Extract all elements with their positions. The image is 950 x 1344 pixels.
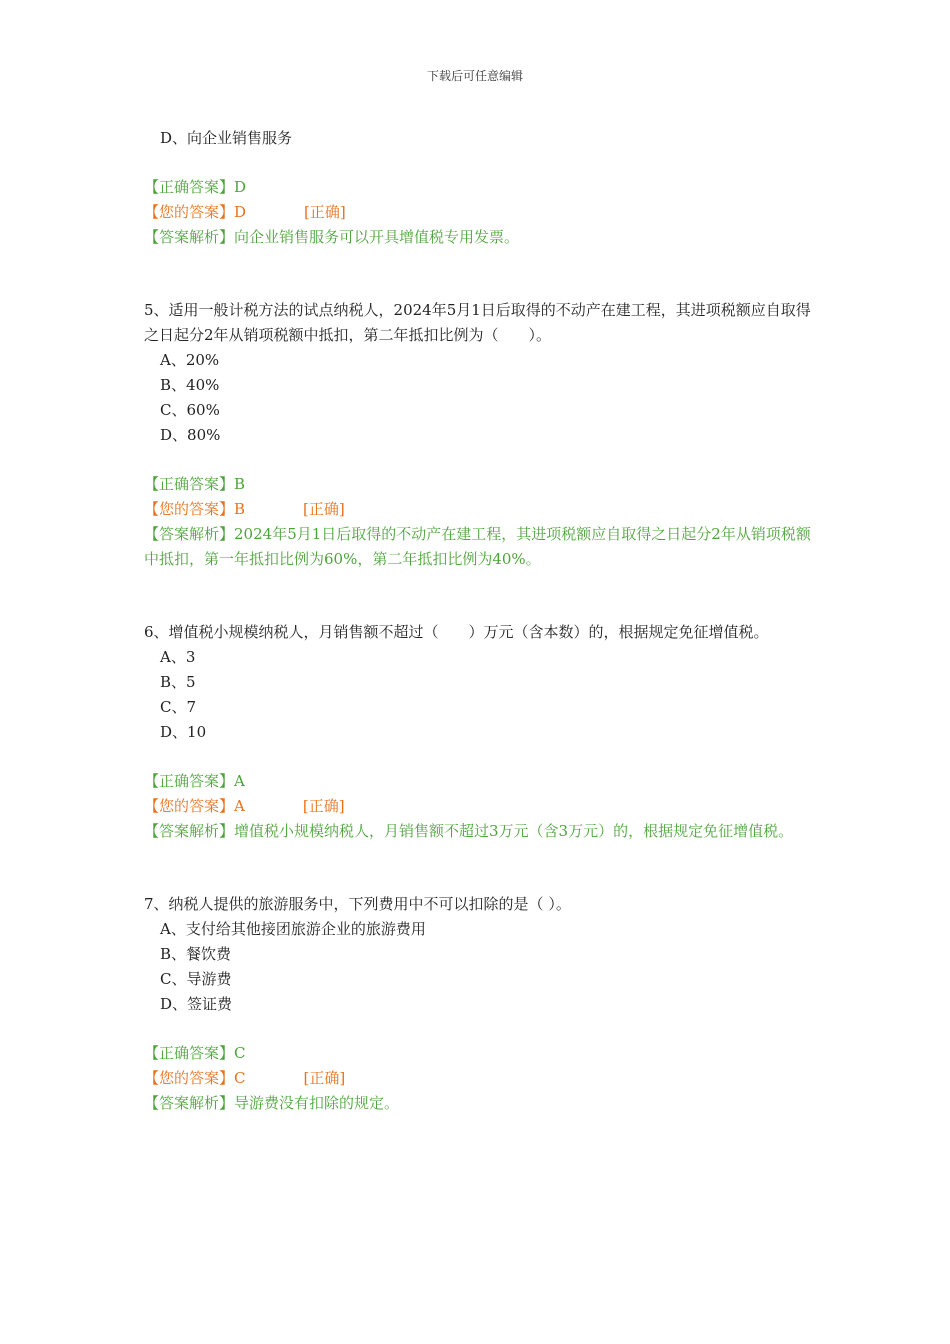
correct-answer: 【正确答案】D — [144, 178, 247, 196]
correct-mark: [正确] — [303, 500, 345, 518]
correct-mark: [正确] — [304, 203, 346, 221]
question-text: 7、纳税人提供的旅游服务中，下列费用中不可以扣除的是（ ）。 — [144, 895, 571, 913]
option-d: D、向企业销售服务 — [160, 129, 293, 147]
your-answer: 【您的答案】D [正确] — [144, 200, 814, 225]
question-block — [144, 892, 814, 1116]
correct-mark: [正确] — [302, 797, 345, 815]
option-b: B、40% — [160, 376, 220, 394]
option-b: B、5 — [160, 673, 196, 691]
option-a: A、支付给其他接团旅游企业的旅游费用 — [160, 920, 426, 938]
option-c: C、导游费 — [160, 970, 232, 988]
answer-analysis: 【答案解析】向企业销售服务可以开具增值税专用发票。 — [144, 228, 520, 246]
your-answer: 【您的答案】A [正确] — [144, 794, 814, 819]
option-d: D、80% — [160, 426, 221, 444]
question-block — [144, 620, 814, 844]
header-note: 下载后可任意编辑 — [426, 69, 523, 83]
your-answer: 【您的答案】C [正确] — [144, 1066, 814, 1091]
your-answer: 【您的答案】B [正确] — [144, 497, 814, 522]
option-c: C、60% — [160, 401, 220, 419]
option-a: A、3 — [160, 648, 196, 666]
option-c: C、7 — [160, 698, 197, 716]
correct-answer: 【正确答案】B — [144, 475, 246, 493]
question-text: 6、增值税小规模纳税人，月销售额不超过（ ）万元（含本数）的，根据规定免征增值税。 — [144, 623, 769, 641]
answer-analysis: 【答案解析】增值税小规模纳税人，月销售额不超过3万元（含3万元）的，根据规定免征增值税。 — [144, 822, 794, 840]
answer-analysis: 【答案解析】导游费没有扣除的规定。 — [144, 1094, 400, 1112]
question-text: 5、适用一般计税方法的试点纳税人，2024年5月1日后取得的不动产在建工程，其进项税额应自取得之日起分2年从销项税额中抵扣，第二年抵扣比例为（ ）。 — [144, 301, 811, 344]
correct-answer: 【正确答案】A — [144, 772, 245, 790]
answer-analysis: 【答案解析】2024年5月1日后取得的不动产在建工程，其进项税额应自取得之日起分2年从销项税额中抵扣，第一年抵扣比例为60%，第二年抵扣比例为40%。 — [144, 525, 811, 568]
question-block — [144, 298, 814, 572]
option-d: D、签证费 — [160, 995, 233, 1013]
option-a: A、20% — [160, 351, 220, 369]
question-block — [144, 126, 814, 250]
correct-answer: 【正确答案】C — [144, 1044, 246, 1062]
option-d: D、10 — [160, 723, 207, 741]
document-body — [144, 126, 814, 1116]
correct-mark: [正确] — [303, 1069, 346, 1087]
option-b: B、餐饮费 — [160, 945, 232, 963]
